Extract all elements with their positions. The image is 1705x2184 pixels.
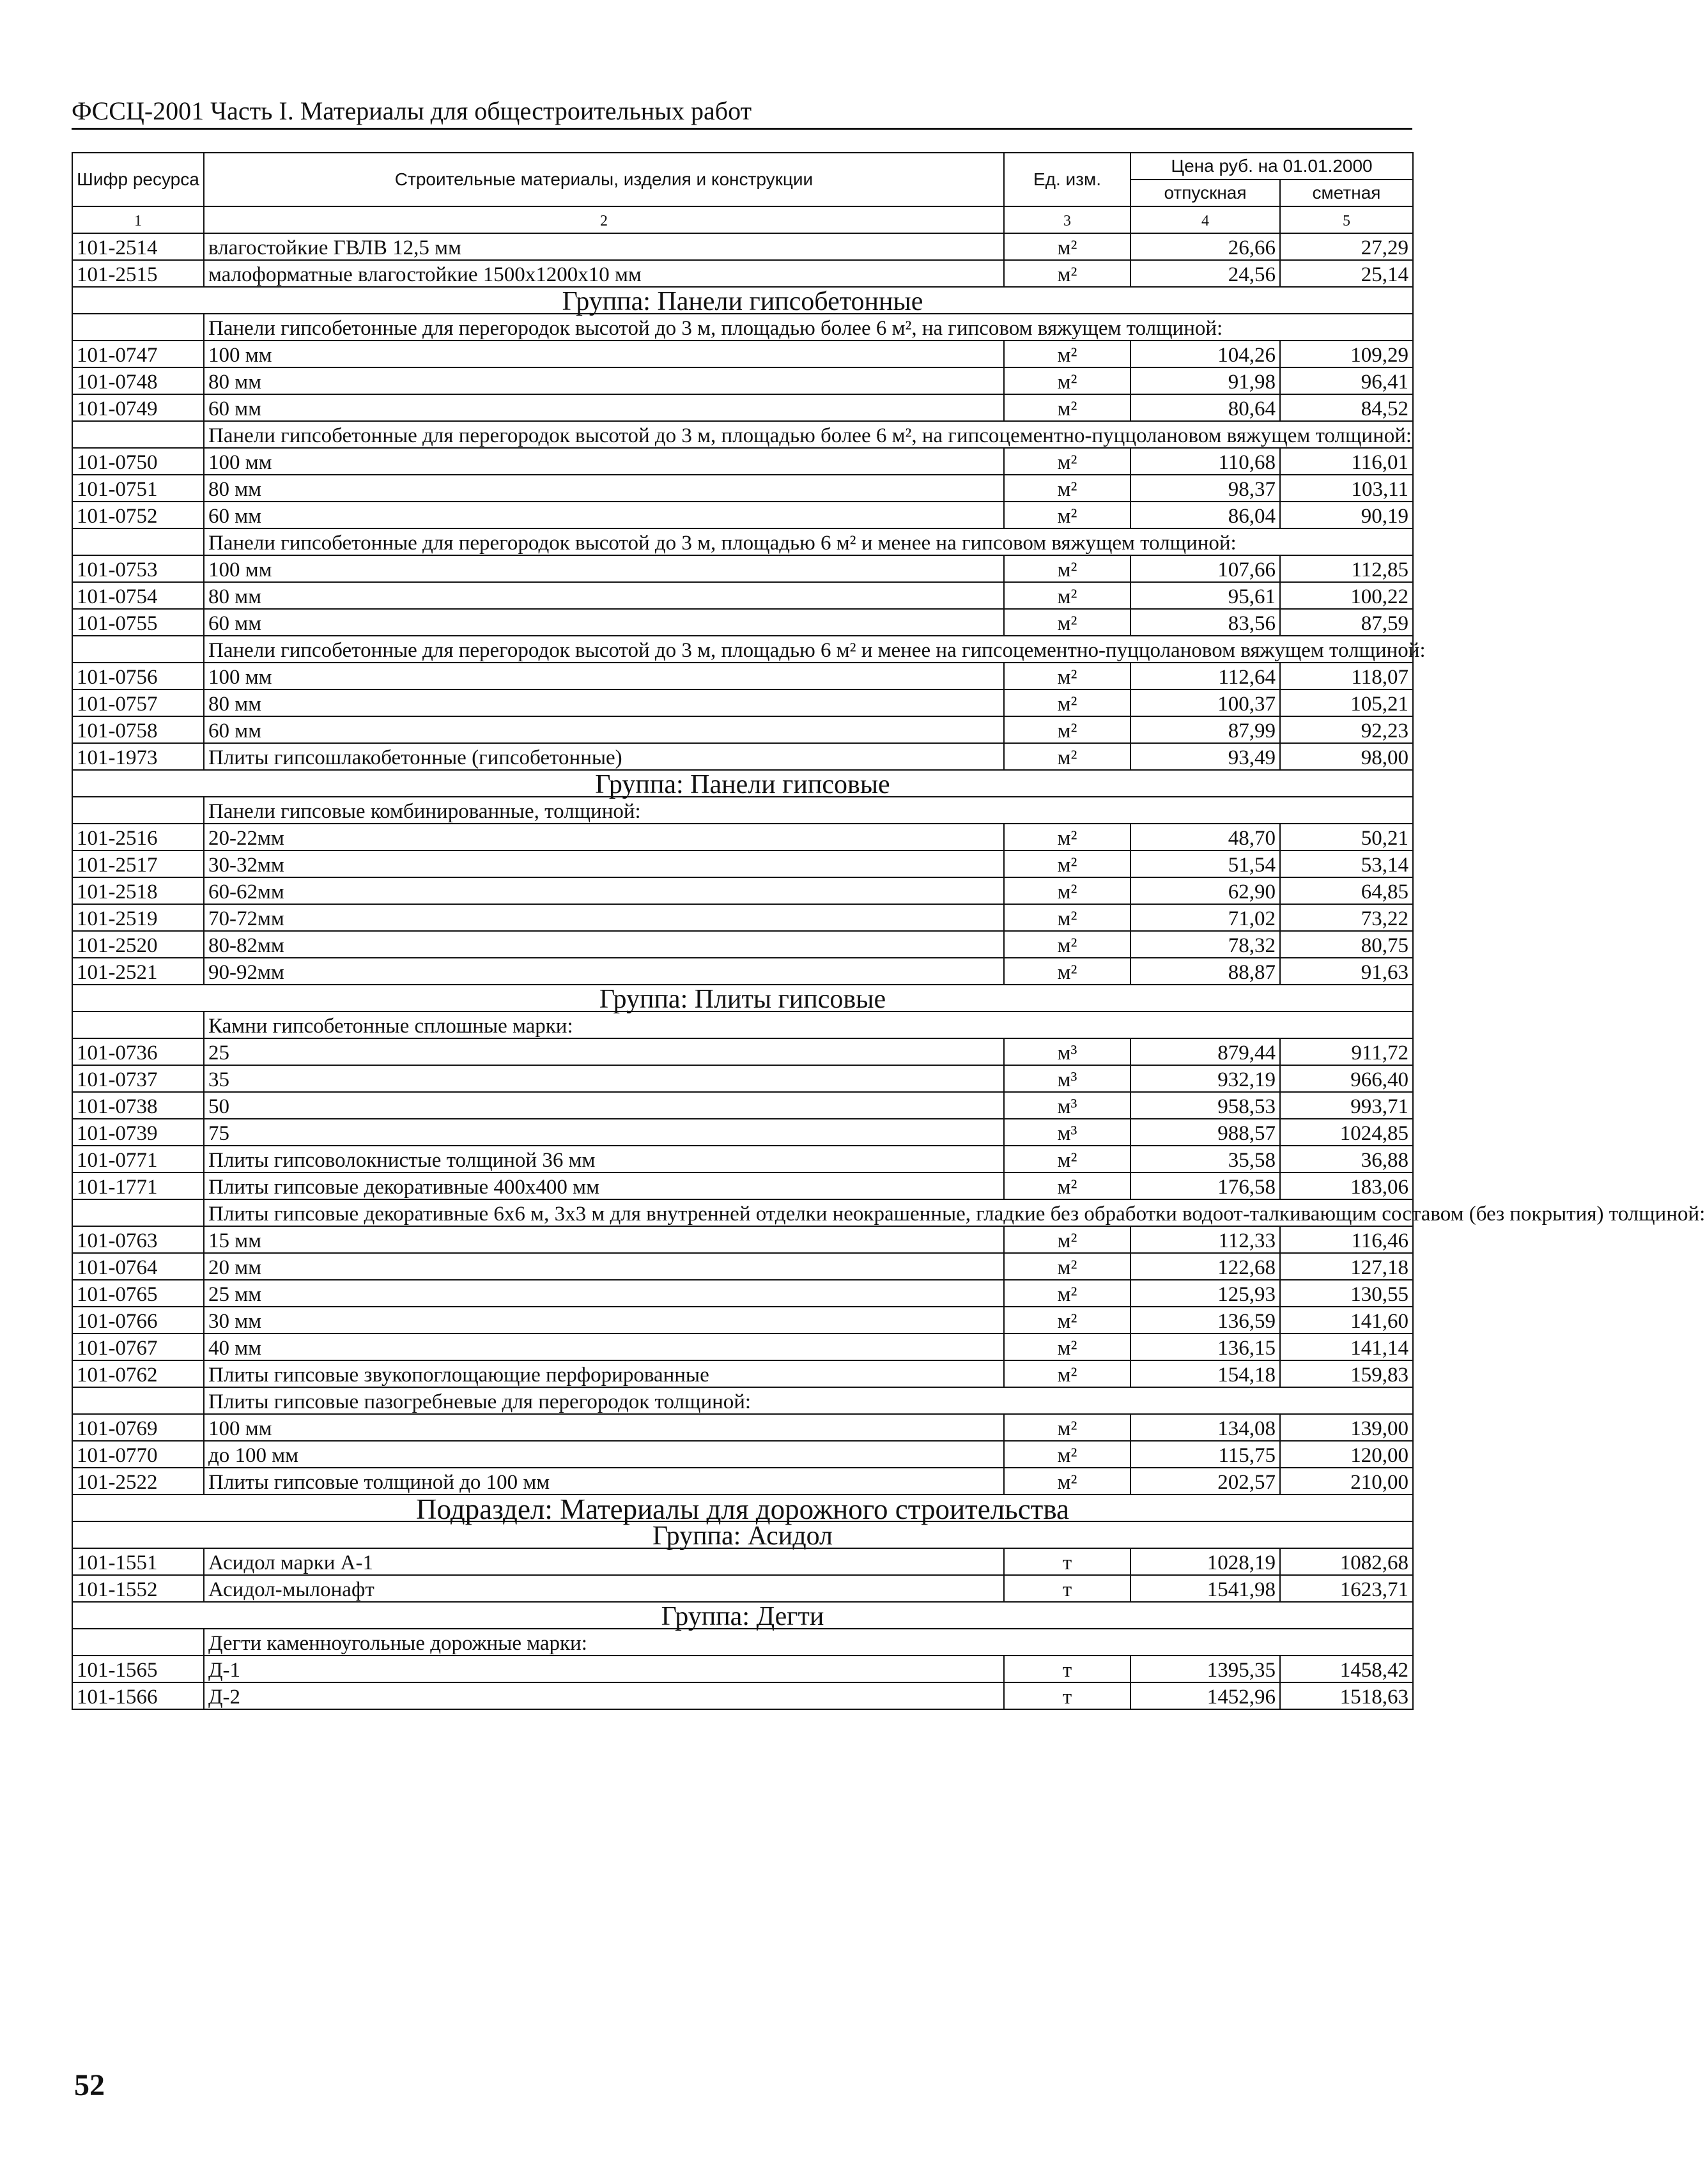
- material-name: Д-1: [204, 1656, 1004, 1682]
- resource-code: 101-0764: [72, 1253, 204, 1280]
- unit-of-measure: м²: [1004, 233, 1130, 260]
- col-number: 3: [1004, 206, 1130, 233]
- unit-of-measure: т: [1004, 1548, 1130, 1575]
- description-row: [72, 314, 1413, 341]
- unit-of-measure: м²: [1004, 1360, 1130, 1387]
- unit-of-measure: м²: [1004, 555, 1130, 582]
- table-row: [72, 1334, 1413, 1360]
- unit-of-measure: м³: [1004, 1065, 1130, 1092]
- release-price: 35,58: [1130, 1146, 1280, 1173]
- resource-code: 101-2517: [72, 850, 204, 877]
- estimate-price: 100,22: [1280, 582, 1413, 609]
- resource-code: 101-0771: [72, 1146, 204, 1173]
- release-price: 80,64: [1130, 394, 1280, 421]
- unit-of-measure: м²: [1004, 582, 1130, 609]
- subsection-heading-row: [72, 1495, 1413, 1521]
- material-name: Плиты гипсошлакобетонные (гипсобетонные): [204, 743, 1004, 770]
- group-heading-row: [72, 770, 1413, 797]
- material-name: 100 мм: [204, 341, 1004, 367]
- description-text: Панели гипсобетонные для перегородок высотой до 3 м, площадью 6 м² и менее на гипсоцементно-пуццолановом вяжущем толщиной:: [204, 636, 1413, 663]
- group-heading-row: [72, 287, 1413, 314]
- estimate-price: 92,23: [1280, 716, 1413, 743]
- description-row: [72, 1387, 1413, 1414]
- unit-of-measure: м²: [1004, 689, 1130, 716]
- group-heading: Группа: Плиты гипсовые: [72, 985, 1413, 1011]
- unit-of-measure: м²: [1004, 1146, 1130, 1173]
- material-name: Плиты гипсовые толщиной до 100 мм: [204, 1468, 1004, 1495]
- table-row: [72, 1414, 1413, 1441]
- table-row: [72, 1656, 1413, 1682]
- release-price: 112,33: [1130, 1226, 1280, 1253]
- unit-of-measure: м²: [1004, 743, 1130, 770]
- material-name: 70-72мм: [204, 904, 1004, 931]
- estimate-price: 112,85: [1280, 555, 1413, 582]
- material-name: 40 мм: [204, 1334, 1004, 1360]
- resource-code: 101-0766: [72, 1307, 204, 1334]
- material-name: 100 мм: [204, 1414, 1004, 1441]
- resource-code: 101-0755: [72, 609, 204, 636]
- material-name: 30-32мм: [204, 850, 1004, 877]
- estimate-price: 116,01: [1280, 448, 1413, 475]
- unit-of-measure: м²: [1004, 1307, 1130, 1334]
- release-price: 93,49: [1130, 743, 1280, 770]
- material-name: 80 мм: [204, 475, 1004, 502]
- table-row: [72, 1119, 1413, 1146]
- unit-of-measure: м²: [1004, 1280, 1130, 1307]
- resource-code: 101-0750: [72, 448, 204, 475]
- resource-code: 101-0747: [72, 341, 204, 367]
- resource-code: 101-2520: [72, 931, 204, 958]
- unit-of-measure: т: [1004, 1682, 1130, 1709]
- description-row: [72, 797, 1413, 824]
- code-cell-empty: [72, 1199, 204, 1226]
- resource-code: 101-1551: [72, 1548, 204, 1575]
- description-text: Панели гипсобетонные для перегородок высотой до 3 м, площадью 6 м² и менее на гипсовом вяжущем толщиной:: [204, 528, 1413, 555]
- description-row: [72, 1629, 1413, 1656]
- table-row: [72, 1173, 1413, 1199]
- material-name: 60 мм: [204, 609, 1004, 636]
- estimate-price: 993,71: [1280, 1092, 1413, 1119]
- description-row: [72, 1199, 1413, 1226]
- resource-code: 101-0738: [72, 1092, 204, 1119]
- resource-code: 101-0758: [72, 716, 204, 743]
- table-row: [72, 582, 1413, 609]
- description-text: Плиты гипсовые декоративные 6x6 м, 3x3 м для внутренней отделки неокрашенные, гладкие без обработки водоот-талкивающим составом (без покрытия) толщиной:: [204, 1199, 1413, 1226]
- material-name: влагостойкие ГВЛВ 12,5 мм: [204, 233, 1004, 260]
- material-name: 60-62мм: [204, 877, 1004, 904]
- header-code: Шифр ресурса: [72, 153, 204, 206]
- table-row: [72, 1092, 1413, 1119]
- estimate-price: 53,14: [1280, 850, 1413, 877]
- table-row: [72, 1441, 1413, 1468]
- table-row: [72, 1253, 1413, 1280]
- material-name: 90-92мм: [204, 958, 1004, 985]
- estimate-price: 50,21: [1280, 824, 1413, 850]
- table-row: [72, 1065, 1413, 1092]
- estimate-price: 911,72: [1280, 1038, 1413, 1065]
- table-row: [72, 1548, 1413, 1575]
- material-name: малоформатные влагостойкие 1500x1200x10 мм: [204, 260, 1004, 287]
- page-title: ФССЦ-2001 Часть I. Материалы для общестроительных работ: [72, 95, 1412, 130]
- header-estimate: сметная: [1280, 180, 1413, 206]
- resource-code: 101-0769: [72, 1414, 204, 1441]
- code-cell-empty: [72, 1387, 204, 1414]
- unit-of-measure: м²: [1004, 824, 1130, 850]
- release-price: 86,04: [1130, 502, 1280, 528]
- unit-of-measure: м²: [1004, 1226, 1130, 1253]
- release-price: 154,18: [1130, 1360, 1280, 1387]
- material-name: 35: [204, 1065, 1004, 1092]
- resource-code: 101-2515: [72, 260, 204, 287]
- resource-code: 101-2521: [72, 958, 204, 985]
- unit-of-measure: м²: [1004, 1253, 1130, 1280]
- unit-of-measure: м²: [1004, 958, 1130, 985]
- group-heading: Группа: Асидол: [72, 1521, 1413, 1548]
- estimate-price: 80,75: [1280, 931, 1413, 958]
- release-price: 87,99: [1130, 716, 1280, 743]
- estimate-price: 210,00: [1280, 1468, 1413, 1495]
- table-row: [72, 555, 1413, 582]
- release-price: 958,53: [1130, 1092, 1280, 1119]
- table-row: [72, 931, 1413, 958]
- unit-of-measure: м²: [1004, 609, 1130, 636]
- resource-code: 101-0737: [72, 1065, 204, 1092]
- resource-code: 101-0736: [72, 1038, 204, 1065]
- resource-code: 101-0751: [72, 475, 204, 502]
- release-price: 932,19: [1130, 1065, 1280, 1092]
- estimate-price: 1458,42: [1280, 1656, 1413, 1682]
- unit-of-measure: м²: [1004, 475, 1130, 502]
- estimate-price: 84,52: [1280, 394, 1413, 421]
- col-number: 5: [1280, 206, 1413, 233]
- release-price: 48,70: [1130, 824, 1280, 850]
- estimate-price: 98,00: [1280, 743, 1413, 770]
- release-price: 88,87: [1130, 958, 1280, 985]
- estimate-price: 130,55: [1280, 1280, 1413, 1307]
- material-name: 80-82мм: [204, 931, 1004, 958]
- material-name: 25: [204, 1038, 1004, 1065]
- release-price: 988,57: [1130, 1119, 1280, 1146]
- release-price: 62,90: [1130, 877, 1280, 904]
- description-text: Панели гипсобетонные для перегородок высотой до 3 м, площадью более 6 м², на гипсовом вяжущем толщиной:: [204, 314, 1413, 341]
- price-table: [72, 152, 1705, 1710]
- estimate-price: 87,59: [1280, 609, 1413, 636]
- resource-code: 101-0756: [72, 663, 204, 689]
- material-name: 75: [204, 1119, 1004, 1146]
- resource-code: 101-2522: [72, 1468, 204, 1495]
- estimate-price: 96,41: [1280, 367, 1413, 394]
- group-heading-row: [72, 1521, 1413, 1548]
- material-name: 80 мм: [204, 689, 1004, 716]
- material-name: 20 мм: [204, 1253, 1004, 1280]
- resource-code: 101-1552: [72, 1575, 204, 1602]
- table-row: [72, 904, 1413, 931]
- unit-of-measure: м²: [1004, 1468, 1130, 1495]
- release-price: 134,08: [1130, 1414, 1280, 1441]
- estimate-price: 1082,68: [1280, 1548, 1413, 1575]
- col-number: 1: [72, 206, 204, 233]
- unit-of-measure: м²: [1004, 260, 1130, 287]
- release-price: 51,54: [1130, 850, 1280, 877]
- code-cell-empty: [72, 1629, 204, 1656]
- table-row: [72, 1360, 1413, 1387]
- table-row: [72, 1468, 1413, 1495]
- resource-code: 101-0763: [72, 1226, 204, 1253]
- col-number: 2: [204, 206, 1004, 233]
- release-price: 26,66: [1130, 233, 1280, 260]
- resource-code: 101-0767: [72, 1334, 204, 1360]
- release-price: 91,98: [1130, 367, 1280, 394]
- resource-code: 101-0770: [72, 1441, 204, 1468]
- resource-code: 101-0754: [72, 582, 204, 609]
- resource-code: 101-0762: [72, 1360, 204, 1387]
- unit-of-measure: м²: [1004, 502, 1130, 528]
- table-row: [72, 877, 1413, 904]
- table-row: [72, 233, 1413, 260]
- estimate-price: 1024,85: [1280, 1119, 1413, 1146]
- material-name: 25 мм: [204, 1280, 1004, 1307]
- unit-of-measure: м²: [1004, 716, 1130, 743]
- release-price: 110,68: [1130, 448, 1280, 475]
- resource-code: 101-0765: [72, 1280, 204, 1307]
- release-price: 136,59: [1130, 1307, 1280, 1334]
- header-price: Цена руб. на 01.01.2000: [1130, 153, 1413, 180]
- release-price: 95,61: [1130, 582, 1280, 609]
- release-price: 1452,96: [1130, 1682, 1280, 1709]
- release-price: 115,75: [1130, 1441, 1280, 1468]
- release-price: 879,44: [1130, 1038, 1280, 1065]
- code-cell-empty: [72, 1011, 204, 1038]
- resource-code: 101-2516: [72, 824, 204, 850]
- material-name: Плиты гипсовые звукопоглощающие перфорированные: [204, 1360, 1004, 1387]
- table-row: [72, 850, 1413, 877]
- table-row: [72, 1575, 1413, 1602]
- unit-of-measure: т: [1004, 1656, 1130, 1682]
- header-name: Строительные материалы, изделия и конструкции: [204, 153, 1004, 206]
- table-row: [72, 609, 1413, 636]
- table-body: [72, 233, 1705, 1709]
- table-row: [72, 958, 1413, 985]
- description-row: [72, 1011, 1413, 1038]
- release-price: 136,15: [1130, 1334, 1280, 1360]
- resource-code: 101-0748: [72, 367, 204, 394]
- material-name: Асидол-мылонафт: [204, 1575, 1004, 1602]
- header-unit: Ед. изм.: [1004, 153, 1130, 206]
- estimate-price: 116,46: [1280, 1226, 1413, 1253]
- table-row: [72, 1226, 1413, 1253]
- estimate-price: 141,60: [1280, 1307, 1413, 1334]
- code-cell-empty: [72, 314, 204, 341]
- estimate-price: 27,29: [1280, 233, 1413, 260]
- unit-of-measure: м²: [1004, 1173, 1130, 1199]
- code-cell-empty: [72, 421, 204, 448]
- description-text: Дегти каменноугольные дорожные марки:: [204, 1629, 1413, 1656]
- unit-of-measure: м²: [1004, 877, 1130, 904]
- release-price: 1028,19: [1130, 1548, 1280, 1575]
- estimate-price: 139,00: [1280, 1414, 1413, 1441]
- group-heading: Группа: Панели гипсобетонные: [72, 287, 1413, 314]
- table-row: [72, 1307, 1413, 1334]
- material-name: 60 мм: [204, 502, 1004, 528]
- resource-code: 101-0749: [72, 394, 204, 421]
- resource-code: 101-1565: [72, 1656, 204, 1682]
- description-text: Плиты гипсовые пазогребневые для перегородок толщиной:: [204, 1387, 1413, 1414]
- estimate-price: 105,21: [1280, 689, 1413, 716]
- estimate-price: 1518,63: [1280, 1682, 1413, 1709]
- table-row: [72, 1682, 1413, 1709]
- estimate-price: 183,06: [1280, 1173, 1413, 1199]
- group-heading: Группа: Дегти: [72, 1602, 1413, 1629]
- release-price: 1541,98: [1130, 1575, 1280, 1602]
- unit-of-measure: м²: [1004, 341, 1130, 367]
- estimate-price: 109,29: [1280, 341, 1413, 367]
- unit-of-measure: м³: [1004, 1038, 1130, 1065]
- release-price: 100,37: [1130, 689, 1280, 716]
- table-row: [72, 367, 1413, 394]
- subsection-heading: Подраздел: Материалы для дорожного строительства: [72, 1495, 1413, 1521]
- table-row: [72, 341, 1413, 367]
- estimate-price: 966,40: [1280, 1065, 1413, 1092]
- estimate-price: 64,85: [1280, 877, 1413, 904]
- material-name: 100 мм: [204, 555, 1004, 582]
- release-price: 125,93: [1130, 1280, 1280, 1307]
- resource-code: 101-1973: [72, 743, 204, 770]
- estimate-price: 103,11: [1280, 475, 1413, 502]
- estimate-price: 73,22: [1280, 904, 1413, 931]
- unit-of-measure: м²: [1004, 367, 1130, 394]
- description-row: [72, 421, 1413, 448]
- estimate-price: 90,19: [1280, 502, 1413, 528]
- description-row: [72, 528, 1413, 555]
- resource-code: 101-1566: [72, 1682, 204, 1709]
- table-row: [72, 394, 1413, 421]
- unit-of-measure: м²: [1004, 850, 1130, 877]
- table-row: [72, 1038, 1413, 1065]
- material-name: 20-22мм: [204, 824, 1004, 850]
- release-price: 24,56: [1130, 260, 1280, 287]
- material-name: 80 мм: [204, 367, 1004, 394]
- material-name: 60 мм: [204, 716, 1004, 743]
- material-name: 60 мм: [204, 394, 1004, 421]
- estimate-price: 25,14: [1280, 260, 1413, 287]
- release-price: 122,68: [1130, 1253, 1280, 1280]
- release-price: 83,56: [1130, 609, 1280, 636]
- resource-code: 101-0757: [72, 689, 204, 716]
- unit-of-measure: т: [1004, 1575, 1130, 1602]
- material-name: 80 мм: [204, 582, 1004, 609]
- release-price: 202,57: [1130, 1468, 1280, 1495]
- estimate-price: 118,07: [1280, 663, 1413, 689]
- code-cell-empty: [72, 797, 204, 824]
- release-price: 112,64: [1130, 663, 1280, 689]
- material-name: Асидол марки А-1: [204, 1548, 1004, 1575]
- table-row: [72, 716, 1413, 743]
- release-price: 1395,35: [1130, 1656, 1280, 1682]
- release-price: 176,58: [1130, 1173, 1280, 1199]
- group-heading-row: [72, 985, 1413, 1011]
- material-name: Плиты гипсовые декоративные 400x400 мм: [204, 1173, 1004, 1199]
- release-price: 71,02: [1130, 904, 1280, 931]
- table-row: [72, 824, 1413, 850]
- material-name: 30 мм: [204, 1307, 1004, 1334]
- table-row: [72, 502, 1413, 528]
- table-row: [72, 448, 1413, 475]
- material-name: 100 мм: [204, 448, 1004, 475]
- table-row: [72, 689, 1413, 716]
- material-name: 50: [204, 1092, 1004, 1119]
- group-heading: Группа: Панели гипсовые: [72, 770, 1413, 797]
- col-number: 4: [1130, 206, 1280, 233]
- material-name: Д-2: [204, 1682, 1004, 1709]
- estimate-price: 127,18: [1280, 1253, 1413, 1280]
- resource-code: 101-0753: [72, 555, 204, 582]
- release-price: 78,32: [1130, 931, 1280, 958]
- unit-of-measure: м²: [1004, 663, 1130, 689]
- description-text: Панели гипсовые комбинированные, толщиной:: [204, 797, 1413, 824]
- unit-of-measure: м²: [1004, 1441, 1130, 1468]
- unit-of-measure: м²: [1004, 448, 1130, 475]
- material-name: Плиты гипсоволокнистые толщиной 36 мм: [204, 1146, 1004, 1173]
- table-row: [72, 663, 1413, 689]
- release-price: 104,26: [1130, 341, 1280, 367]
- unit-of-measure: м³: [1004, 1119, 1130, 1146]
- table-row: [72, 1280, 1413, 1307]
- unit-of-measure: м³: [1004, 1092, 1130, 1119]
- resource-code: 101-1771: [72, 1173, 204, 1199]
- code-cell-empty: [72, 636, 204, 663]
- code-cell-empty: [72, 528, 204, 555]
- description-row: [72, 636, 1413, 663]
- table-row: [72, 260, 1413, 287]
- release-price: 98,37: [1130, 475, 1280, 502]
- table-row: [72, 1146, 1413, 1173]
- unit-of-measure: м²: [1004, 904, 1130, 931]
- resource-code: 101-2519: [72, 904, 204, 931]
- material-name: до 100 мм: [204, 1441, 1004, 1468]
- unit-of-measure: м²: [1004, 931, 1130, 958]
- page-number: 52: [74, 2068, 105, 2102]
- estimate-price: 91,63: [1280, 958, 1413, 985]
- resource-code: 101-0739: [72, 1119, 204, 1146]
- group-heading-row: [72, 1602, 1413, 1629]
- unit-of-measure: м²: [1004, 394, 1130, 421]
- estimate-price: 120,00: [1280, 1441, 1413, 1468]
- header-release: отпускная: [1130, 180, 1280, 206]
- unit-of-measure: м²: [1004, 1334, 1130, 1360]
- table-row: [72, 475, 1413, 502]
- resource-code: 101-0752: [72, 502, 204, 528]
- material-name: 100 мм: [204, 663, 1004, 689]
- description-text: Камни гипсобетонные сплошные марки:: [204, 1011, 1413, 1038]
- estimate-price: 36,88: [1280, 1146, 1413, 1173]
- estimate-price: 1623,71: [1280, 1575, 1413, 1602]
- material-name: 15 мм: [204, 1226, 1004, 1253]
- resource-code: 101-2514: [72, 233, 204, 260]
- estimate-price: 141,14: [1280, 1334, 1413, 1360]
- unit-of-measure: м²: [1004, 1414, 1130, 1441]
- release-price: 107,66: [1130, 555, 1280, 582]
- table-row: [72, 743, 1413, 770]
- estimate-price: 159,83: [1280, 1360, 1413, 1387]
- description-text: Панели гипсобетонные для перегородок высотой до 3 м, площадью более 6 м², на гипсоцементно-пуццолановом вяжущем толщиной:: [204, 421, 1413, 448]
- resource-code: 101-2518: [72, 877, 204, 904]
